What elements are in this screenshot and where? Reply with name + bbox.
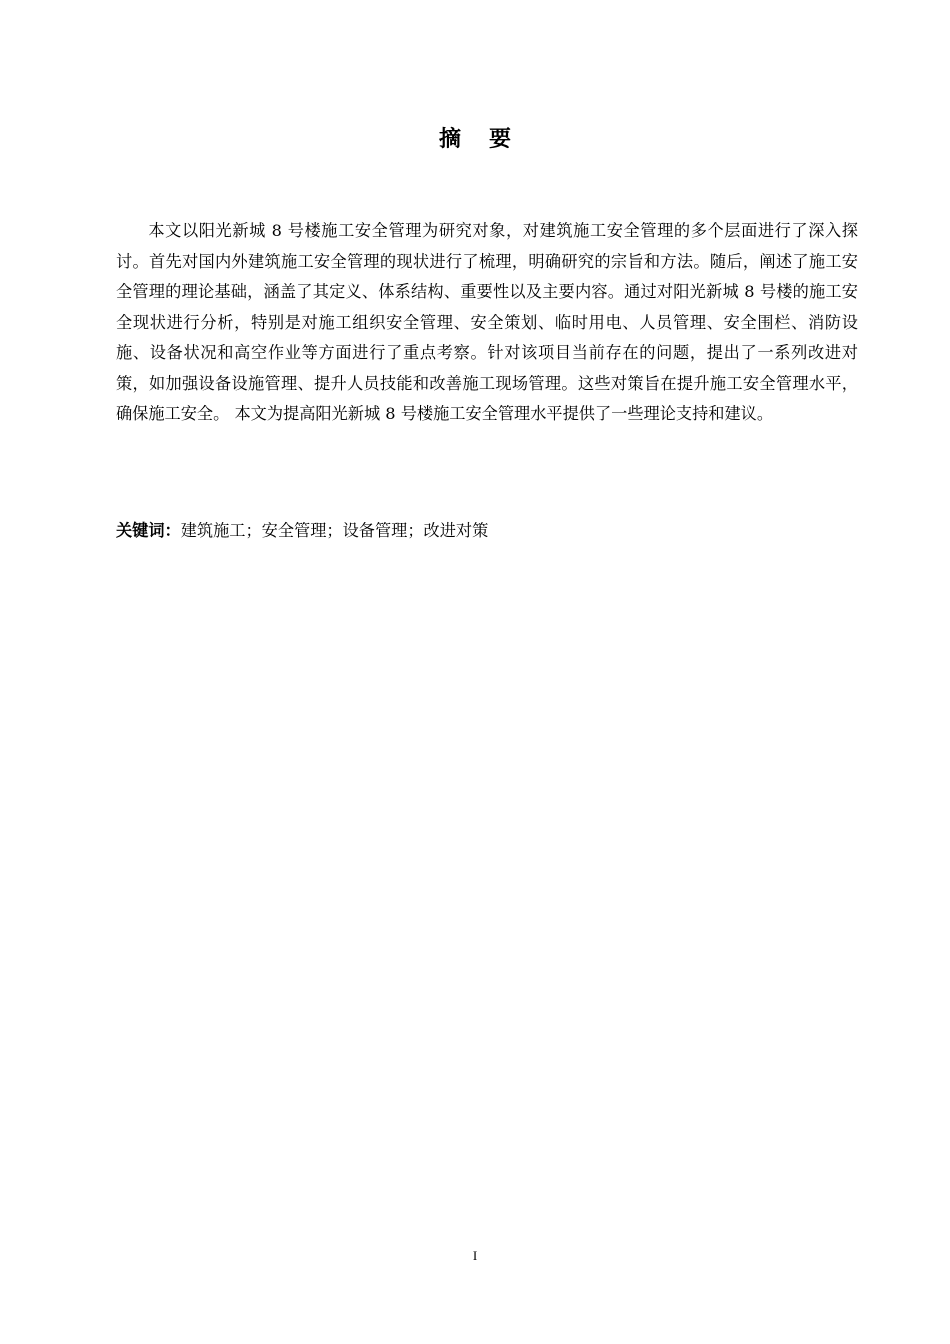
page-number: I (472, 1248, 478, 1263)
abstract-title (0, 122, 950, 153)
keywords-value: 建筑施工；安全管理；设备管理；改进对策 (180, 521, 489, 540)
title-char-1: 摘 (438, 127, 461, 152)
keywords-label: 关键词： (116, 521, 181, 540)
abstract-body: 本文以阳光新城 8 号楼施工安全管理为研究对象，对建筑施工安全管理的多个层面进行了深入探讨。首先对国内外建筑施工安全管理的现状进行了梳理，明确研究的宗旨和方法。随后，阐述了施工安全管理的理论基础，涵盖了其定义、体系结构、重要性以及主要内容。通过对阳光新城 8 号楼的施工安全现状进行分析，特别是对施工组织安全管理、安全策划、临时用电、人员管理、安全围栏、消防设施、设备状况和高空作业等方面进行了重点考察。针对该项目当前存在的问题，提出了一系列改进对策，如加强设备设施管理、提升人员技能和改善施工现场管理。这些对策旨在提升施工安全管理水平，确保施工安全。 本文为提高阳光新城 8 号楼施工安全管理水平提供了一些理论支持和建议。 (116, 221, 858, 423)
title-char-2: 要 (489, 127, 512, 152)
keywords-line (116, 516, 858, 546)
